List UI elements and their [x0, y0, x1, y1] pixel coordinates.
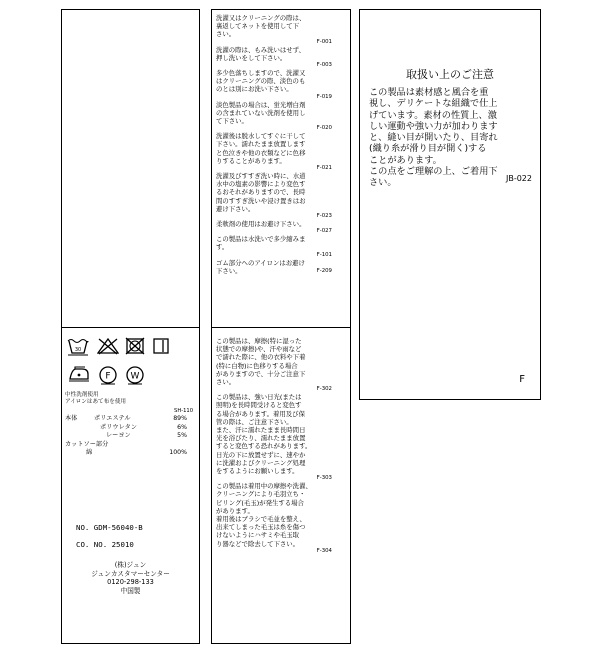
- label-divider: [212, 327, 350, 328]
- instruction-text: 多少色落ちしますので、洗濯又 はクリーニングの際、淡色のも のとは別にお洗い下さい。: [216, 69, 306, 94]
- composition-row: [62, 441, 201, 450]
- country-of-origin: 中国製: [120, 586, 141, 595]
- label-mark: F: [519, 374, 525, 385]
- svg-text:30: 30: [74, 347, 82, 353]
- instruction-code: F-003: [316, 62, 332, 69]
- wash-tub-icon: [67, 336, 89, 356]
- iron-icon: [67, 365, 91, 383]
- instruction-code: F-019: [316, 93, 332, 100]
- instruction-code: F-027: [316, 228, 332, 235]
- instruction-code: F-304: [316, 547, 332, 554]
- care-note-detergent: 中性洗剤使用: [65, 392, 99, 398]
- instruction-text: この製品は着用中の摩擦や洗濯、 クリーニングにより毛羽立ち・ ピリング(毛玉)が発生する場合 があります。 着用後はブラシで毛並を整え、 出来てしまった毛玉は糸を傷つ けないようにハサミや毛玉取 り器などで除去して下さい。: [216, 482, 312, 548]
- instruction-text: この製品は、摩擦(特に湿った 状態での摩擦)や、汗や雨など で濡れた際に、他の衣料や下着 (特に白物)に色移りする場合 がありますので、十分ご注意下 さい。: [216, 337, 306, 387]
- instruction-code: F-021: [316, 165, 332, 172]
- wet-clean-w-icon: [125, 365, 145, 385]
- symbol-code: SH-110: [174, 408, 193, 414]
- instruction-code: F-101: [316, 251, 332, 258]
- composition-row: [62, 449, 201, 458]
- composition-percent: 89%: [173, 415, 187, 422]
- composition-percent: 6%: [177, 423, 187, 431]
- product-number: NO. GDM-56040-B: [76, 523, 143, 532]
- instruction-text: この製品は水洗いで多少縮みま す。: [216, 235, 306, 252]
- instruction-code: F-209: [316, 268, 332, 275]
- composition-percent: 5%: [177, 432, 187, 440]
- caution-title: 取扱い上のご注意: [406, 68, 494, 81]
- care-instructions-lower: [216, 337, 332, 555]
- no-bleach-icon: [97, 337, 119, 355]
- care-note-iron-cloth: アイロンはあて布を使用: [65, 399, 127, 405]
- composition-percent: 100%: [169, 449, 187, 457]
- caution-body: この製品は素材感と風合を重 視し、デリケートな組織で仕上 げています。素材の性質上、激 しい運動や強い力が加わります と、縫い目が開いたり、目寄れ (織り糸が滑り目が開く)する ことがあります。 この点をご理解の上、ご着用下 さい。: [369, 87, 498, 189]
- dry-clean-f-icon: [98, 365, 118, 385]
- composition-part: 本体: [65, 415, 78, 422]
- composition-material: 綿: [86, 449, 93, 457]
- instruction-text: 淡色製品の場合は、蛍光増白剤 の含まれていない洗剤を使用し て下さい。: [216, 100, 306, 126]
- composition-row: [62, 432, 201, 441]
- instruction-code: F-302: [316, 386, 332, 393]
- instruction-code: F-001: [316, 38, 332, 45]
- svg-text:F: F: [105, 371, 111, 382]
- instruction-text: この製品は、強い日光(または 照明)を長時間受けると変色す る場合があります。着用及び保 管の際は、ご注意下さい。 また、汗に濡れたまま長時間日 光を浴びたり、濡れたまま放置 すると変色する恐れがあります。 日光の下に放置せずに、速やか に洗濯およびクリーニング処理 をするようにお願いします。: [216, 393, 312, 476]
- care-label-right: [359, 9, 541, 400]
- composition-material: レーヨン: [106, 432, 131, 440]
- instruction-text: 洗濯の際は、もみ洗いはせず、 押し洗いをして下さい。: [216, 45, 305, 62]
- composition-material: ポリウレタン: [100, 423, 137, 431]
- composition-material: ポリエステル: [94, 415, 131, 422]
- phone-number: 0120-298-133: [107, 578, 154, 587]
- instruction-code: F-020: [316, 125, 332, 132]
- instruction-text: 洗濯又はクリーニングの際は、 裏返してネットを使用して下 さい。: [216, 14, 306, 39]
- care-label-left: [61, 9, 200, 644]
- instruction-text: 洗濯及びすすぎ洗い時に、水道 水中の塩素の影響により変色す るおそれがありますので、長時 間のすすぎ洗いや浸け置きはお 避け下さい。: [216, 172, 306, 213]
- composition-row: [62, 424, 201, 433]
- instruction-code: F-303: [316, 475, 332, 482]
- company-name: (株)ジュン: [114, 561, 147, 569]
- label-divider: [62, 327, 199, 328]
- composition-row: [62, 415, 201, 424]
- svg-text:W: W: [130, 371, 140, 382]
- care-label-middle: [211, 9, 351, 644]
- care-instructions-upper: [216, 14, 332, 275]
- instruction-text: ゴム部分へのアイロンはお避け 下さい。: [216, 258, 305, 275]
- instruction-text: 洗濯後は脱水してすぐに干して 下さい。濡れたまま放置します と色泣きや他の衣類などに色移 りすることがあります。: [216, 132, 306, 165]
- customer-center: ジュンカスタマーセンター: [91, 569, 170, 578]
- instruction-code: F-023: [316, 213, 332, 220]
- caution-code: JB-022: [505, 174, 532, 183]
- co-number: CO. NO. 25010: [76, 540, 134, 549]
- no-tumble-dry-icon: [125, 337, 145, 355]
- composition-part: カットソー部分: [65, 440, 109, 448]
- instruction-text: 柔軟剤の使用はお避け下さい。: [216, 220, 306, 229]
- composition-table: [62, 415, 201, 458]
- hang-dry-icon: [152, 337, 170, 355]
